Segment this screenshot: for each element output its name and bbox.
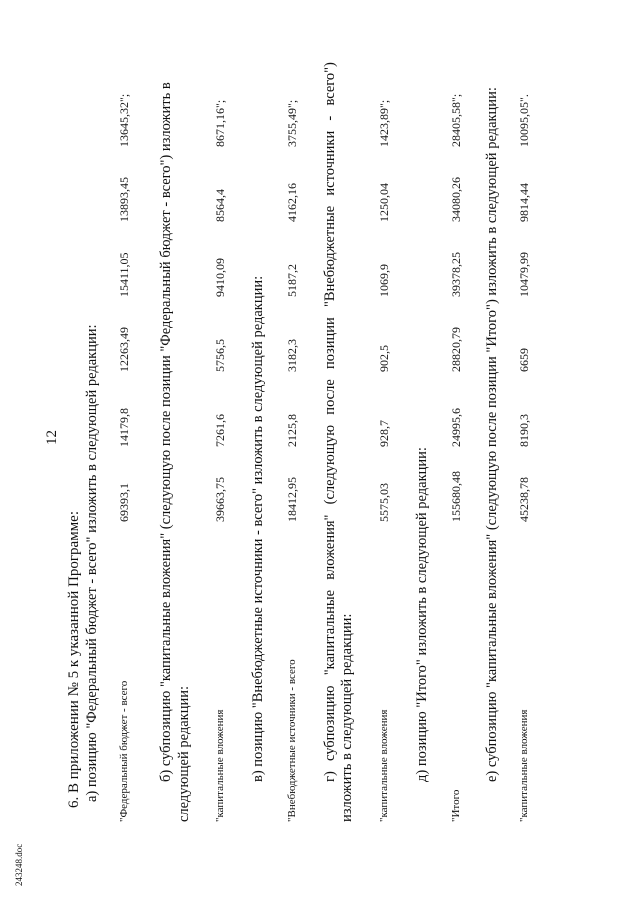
row-value-2: 928,7: [377, 420, 391, 447]
row-value-2: 2125,8: [285, 414, 299, 447]
row-value-1: 39663,75: [213, 477, 227, 522]
row-value-4: 5187,2: [285, 264, 299, 297]
word: всего"): [322, 62, 338, 106]
section-b-intro-line-2: следующей редакции:: [176, 685, 192, 822]
row-value-6: 10095,05".: [517, 94, 531, 147]
row-value-3: 3182,3: [285, 339, 299, 372]
table-row-v: [284, 62, 300, 822]
section-b-intro-line-1: б) субпозицию "капитальные вложения" (следующую после позиции "Федеральный бюджет - всего") изложить в: [158, 82, 174, 782]
table-row-a: [116, 62, 132, 822]
section-v-intro: в) позицию "Внебюджетные источники - всего" изложить в следующей редакции:: [250, 275, 266, 782]
word: "Внебюджетные: [322, 205, 338, 308]
row-label: "Итого: [450, 789, 462, 822]
row-value-4: 15411,05: [117, 252, 131, 297]
row-value-1: 155680,48: [449, 471, 463, 522]
section-g-intro-line-1: [322, 62, 338, 782]
row-value-3: 12263,49: [117, 327, 131, 372]
word: позиции: [322, 317, 338, 369]
word: "капитальные: [322, 589, 338, 676]
row-value-4: 39378,25: [449, 252, 463, 297]
row-value-4: 1069,9: [377, 264, 391, 297]
row-value-1: 5575,03: [377, 483, 391, 522]
word: источники: [322, 130, 338, 196]
row-value-1: 45238,78: [517, 477, 531, 522]
row-label: "Федеральный бюджет - всего: [118, 680, 130, 822]
word: (следующую: [322, 424, 338, 505]
row-value-5: 13893,45: [117, 177, 131, 222]
row-label: "Внебюджетные источники - всего: [286, 659, 298, 822]
row-value-4: 9410,09: [213, 258, 227, 297]
section-heading: 6. В приложении № 5 к указанной Программе:: [66, 510, 82, 808]
row-value-6: 1423,89";: [377, 99, 391, 147]
row-value-6: 8671,16";: [213, 99, 227, 147]
row-value-3: 28820,79: [449, 327, 463, 372]
section-a-intro: а) позицию "Федеральный бюджет - всего" изложить в следующей редакции:: [84, 324, 100, 802]
row-label: "капитальные вложения: [518, 709, 530, 822]
table-row-g: [376, 62, 392, 822]
row-value-6: 13645,32";: [117, 93, 131, 147]
row-value-1: 18412,95: [285, 477, 299, 522]
row-value-3: 902,5: [377, 345, 391, 372]
row-value-6: 28405,58";: [449, 93, 463, 147]
section-e-intro: е) субпозицию "капитальные вложения" (следующую после позиции "Итого") изложить в следующей редакции:: [484, 87, 500, 782]
section-g-intro-line-2: изложить в следующей редакции:: [339, 613, 355, 822]
row-value-3: 6659: [517, 348, 531, 372]
row-label: "капитальные вложения: [378, 709, 390, 822]
word: -: [322, 115, 338, 121]
rotated-page-content: [62, 62, 532, 822]
word: вложения": [322, 514, 338, 580]
row-value-5: 4162,16: [285, 183, 299, 222]
row-value-5: 9814,44: [517, 183, 531, 222]
row-value-2: 14179,8: [117, 408, 131, 447]
table-row-d: [448, 62, 464, 822]
row-value-5: 34080,26: [449, 177, 463, 222]
document-filename: 243248.doc: [14, 843, 24, 886]
table-row-e: [516, 62, 532, 822]
row-value-2: 7261,6: [213, 414, 227, 447]
page-number: 12: [44, 430, 60, 445]
row-value-3: 5756,5: [213, 339, 227, 372]
section-d-intro: д) позицию "Итого" изложить в следующей редакции:: [414, 447, 430, 782]
row-value-5: 8564,4: [213, 189, 227, 222]
row-value-2: 8190,3: [517, 414, 531, 447]
row-value-2: 24995,6: [449, 408, 463, 447]
row-value-6: 3755,49";: [285, 99, 299, 147]
row-value-5: 1250,04: [377, 183, 391, 222]
row-value-1: 69393,1: [117, 483, 131, 522]
word: г): [322, 771, 338, 782]
word: субпозицию: [322, 685, 338, 762]
row-value-4: 10479,99: [517, 252, 531, 297]
word: после: [322, 379, 338, 415]
row-label: "капитальные вложения: [214, 709, 226, 822]
table-row-b: [212, 62, 228, 822]
